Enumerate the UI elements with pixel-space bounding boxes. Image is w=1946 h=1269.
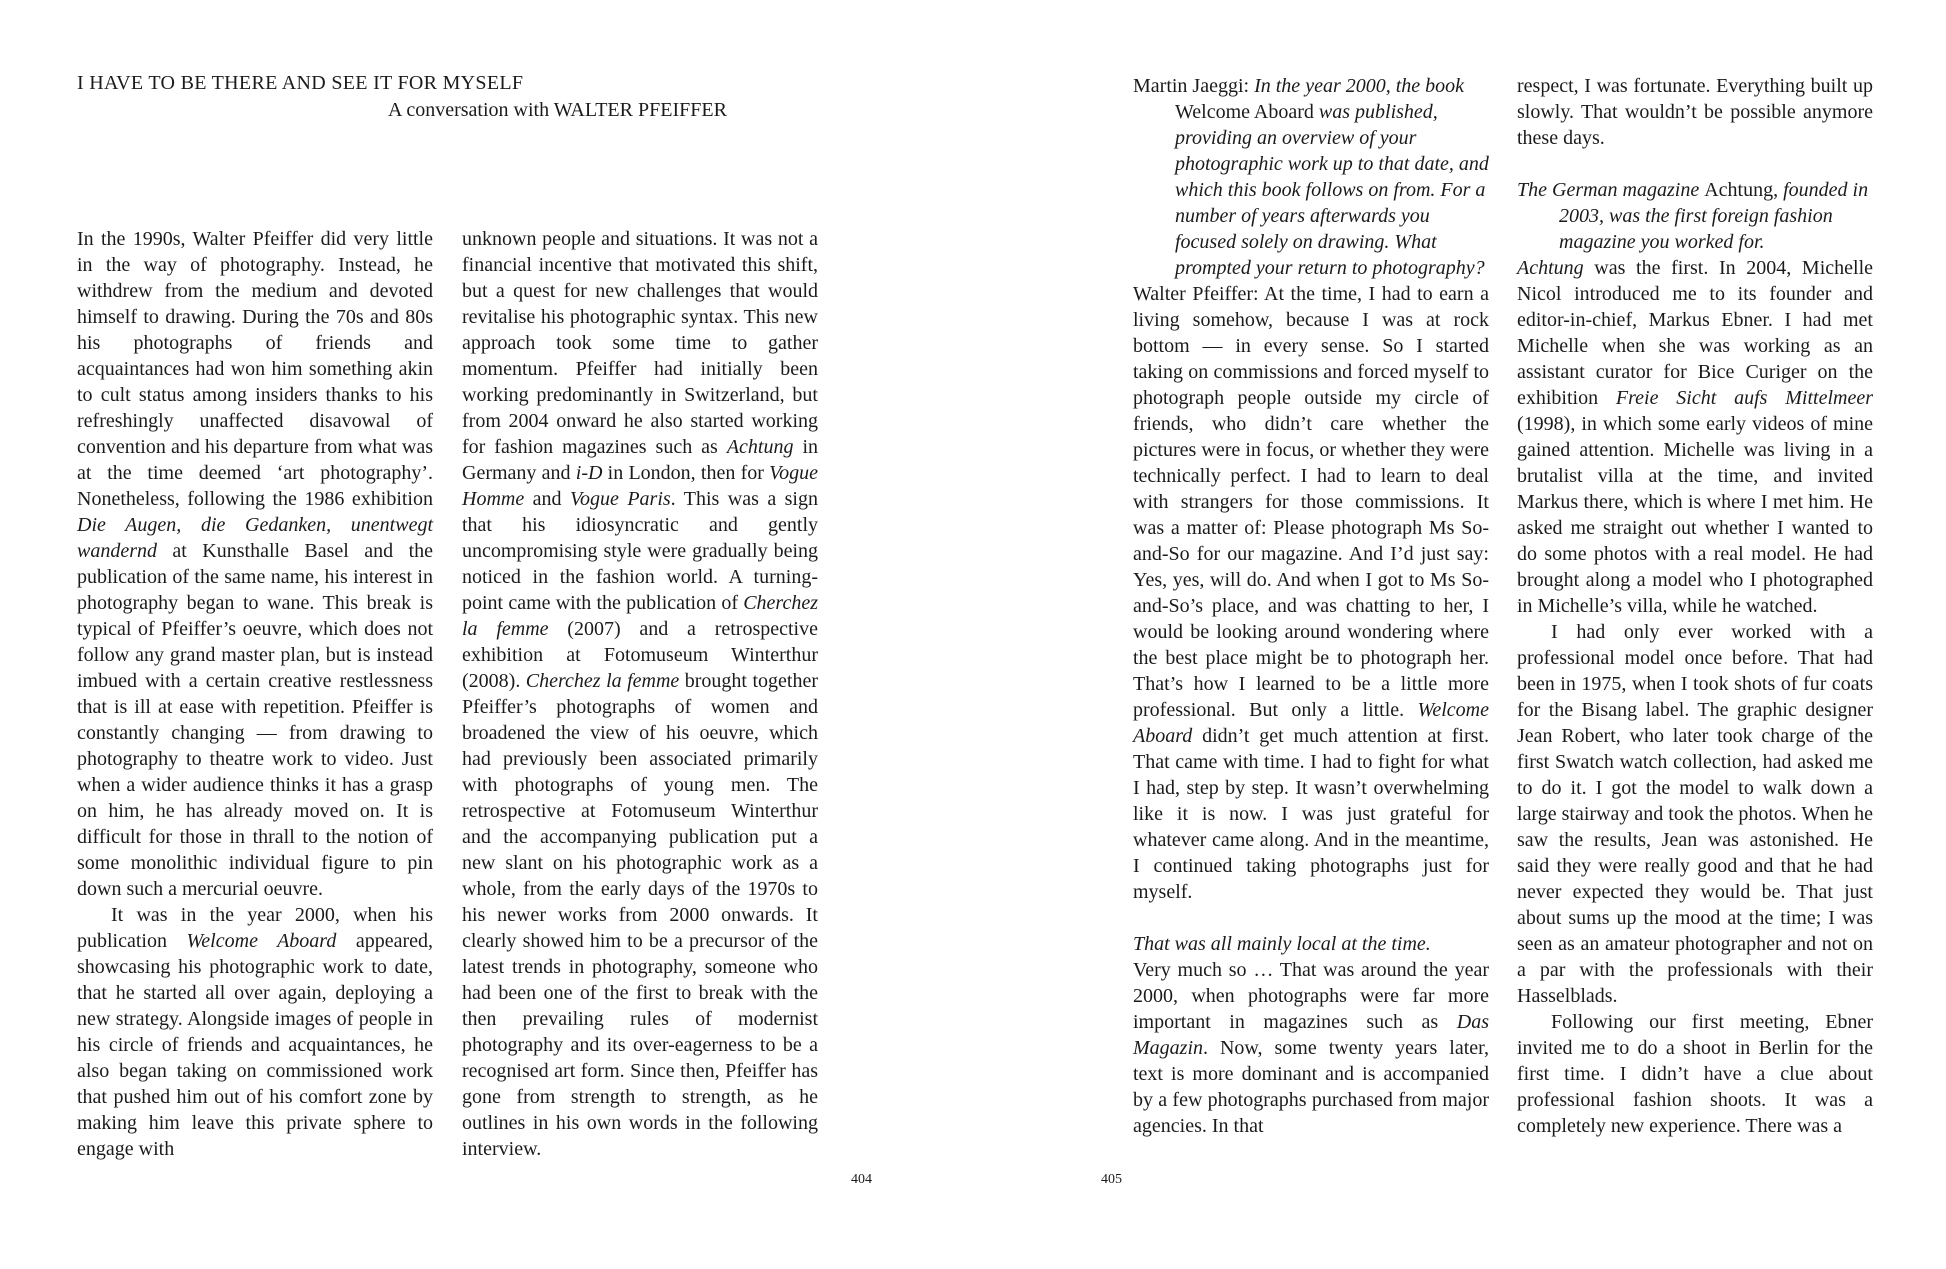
body-paragraph: [1133, 281, 1489, 905]
text-run: was the first. In 2004, Michelle Nicol introduced me to its founder and editor-in-chief, Markus Ebner. I had met Michelle when she was working as an assistant curator for Bice Curiger on the exhibition: [1517, 257, 1873, 409]
text-column-interview-right: [1517, 73, 1873, 1139]
body-paragraph: [77, 902, 433, 1162]
text-run: It was in the year 2000, when his publication: [77, 904, 433, 952]
text-run: respect, I was fortunate. Everything built up slowly. That wouldn’t be possible anymore these days.: [1517, 75, 1873, 149]
body-paragraph: [462, 226, 818, 1162]
body-paragraph: [1517, 619, 1873, 1009]
italic-text-run: was published, providing an overview of your photographic work up to that date, and which this book follows on from. For a number of years afterwards you focused solely on drawing. What prompted your return to photography?: [1175, 101, 1489, 279]
text-column-intro-right: [462, 226, 818, 1162]
text-run: at Kunsthalle Basel and the publication of the same name, his interest in photography began to wane. This break is typical of Pfeiffer’s oeuvre, which does not follow any grand master plan, but is instead imbued with a certain creative restlessness that is ill at ease with repetition. Pfeiffer is constantly changing — from drawing to photography to theatre work to video. Just when a wider audience thinks it has a grasp on him, he has already moved on. It is difficult for those in thrall to the notion of some monolithic individual figure to pin down such a mercurial oeuvre.: [77, 540, 433, 900]
text-run: (2007) and a retrospective exhibition at Fotomuseum Winterthur (2008).: [462, 618, 818, 692]
body-paragraph: [77, 226, 433, 902]
body-paragraph: [1517, 73, 1873, 151]
interview-question: [1133, 931, 1489, 957]
italic-text-run: Vogue Homme: [462, 462, 819, 510]
italic-text-run: Achtung: [1517, 257, 1584, 279]
text-run: I had only ever worked with a professional model once before. That had been in 1975, when I took shots of fur coats for the Bisang label. The graphic designer Jean Robert, who later took charge of the first Swatch watch collection, had asked me to do it. I got the model to walk down a large stairway and took the photos. When he saw the results, Jean was astonished. He said they were really good and that he had never expected they would be. That just about sums up the mood at the time; I was seen as an amateur photographer and not on a par with the professionals with their Hasselblads.: [1517, 621, 1873, 1007]
text-run: . This was a sign that his idiosyncratic and gently uncompromising style were gradually being noticed in the fashion world. A turning-point came with the publication of: [462, 488, 818, 614]
text-run: . Now, some twenty years later, text is more dominant and is accompanied by a few photographs purchased from major agencies. In that: [1133, 1037, 1489, 1137]
text-run: and: [524, 488, 570, 510]
text-run: Walter Pfeiffer: At the time, I had to earn a living somehow, because I was at rock bottom — in every sense. So I started taking on commissions and forced myself to photograph people outside my circle of friends, who didn’t care whether the pictures were in focus, or whether they were technically perfect. I had to learn to deal with strangers for those commissions. It was a matter of: Please photograph Ms So-and-So for our magazine. And I’d just say: Yes, yes, will do. And when I got to Ms So-and-So’s place, and was chatting to her, I would be looking around wondering where the best place might be to photograph her. That’s how I learned to be a little more professional. But only a little.: [1133, 283, 1489, 721]
text-run: (1998), in which some early videos of mine gained attention. Michelle was living in a brutalist villa at the time, and invited Markus there, which is where I met him. He asked me straight out whether I wanted to do some photos with a real model. He had brought along a model who I photographed in Michelle’s villa, while he watched.: [1517, 413, 1873, 617]
italic-text-run: founded in 2003, was the first foreign fashion magazine you worked for.: [1559, 179, 1869, 253]
text-run: unknown people and situations. It was not a financial incentive that motivated this shift, but a quest for new challenges that would revitalise his photographic syntax. This new approach took some time to gather momentum. Pfeiffer had initially been working predominantly in Switzerland, but from 2004 onward he also started working for fashion magazines such as: [462, 228, 818, 458]
italic-text-run: Cherchez la femme: [525, 670, 680, 692]
interview-question: [1517, 177, 1873, 255]
italic-text-run: Die Augen, die Gedanken, unentwegt wandernd: [77, 514, 433, 562]
text-column-intro-left: [77, 226, 433, 1162]
italic-text-run: Cherchez la femme: [462, 592, 818, 640]
body-paragraph: [1133, 957, 1489, 1139]
page-number-right: 405: [1101, 1172, 1122, 1187]
text-run: in London, then for: [602, 462, 770, 484]
italic-text-run: The German magazine: [1517, 179, 1705, 201]
text-run: In the 1990s, Walter Pfeiffer did very little in the way of photography. Instead, he withdrew from the medium and devoted himself to drawing. During the 70s and 80s his photographs of friends and acquaintances had won him something akin to cult status among insiders thanks to his refreshingly unaffected disavowal of convention and his departure from what was at the time deemed ‘art photography’. Nonetheless, following the 1986 exhibition: [77, 228, 433, 510]
text-run: Welcome Aboard: [1175, 101, 1319, 123]
italic-text-run: i-D: [575, 462, 603, 484]
text-run: Following our first meeting, Ebner invited me to do a shoot in Berlin for the first time. I didn’t have a clue about professional fashion shoots. It was a completely new experience. There was a: [1517, 1011, 1873, 1137]
text-run: appeared, showcasing his photographic work to date, that he started all over again, deploying a new strategy. Alongside images of people in his circle of friends and acquaintances, he also began taking on commissioned work that pushed him out of his comfort zone by making him leave this private sphere to engage with: [77, 930, 434, 1160]
body-paragraph: [1517, 1009, 1873, 1139]
italic-text-run: Welcome Aboard: [1133, 699, 1489, 747]
interview-question: [1133, 73, 1489, 281]
italic-text-run: Welcome Aboard: [186, 930, 337, 952]
article-title: I HAVE TO BE THERE AND SEE IT FOR MYSELF: [77, 72, 524, 94]
italic-text-run: Vogue Paris: [570, 488, 671, 510]
text-run: Martin Jaeggi:: [1133, 75, 1255, 97]
body-paragraph: [1517, 255, 1873, 619]
text-run: brought together Pfeiffer’s photographs of women and broadened the view of his oeuvre, which had previously been associated primarily with photographs of young men. The retrospective at Fotomuseum Winterthur and the accompanying publication put a new slant on his photographic work as a whole, from the early days of the 1970s to his newer works from 2000 onwards. It clearly showed him to be a precursor of the latest trends in photography, someone who had been one of the first to break with the then prevailing rules of modernist photography and its over-eagerness to be a recognised art form. Since then, Pfeiffer has gone from strength to strength, as he outlines in his own words in the following interview.: [462, 670, 818, 1160]
text-run: in Germany and: [462, 436, 819, 484]
italic-text-run: Das Magazin: [1133, 1011, 1489, 1059]
italic-text-run: Achtung: [726, 436, 794, 458]
italic-text-run: That was all mainly local at the time.: [1133, 933, 1431, 955]
article-subtitle: A conversation with WALTER PFEIFFER: [388, 99, 727, 121]
italic-text-run: Freie Sicht aufs Mittelmeer: [1615, 387, 1873, 409]
text-run: Very much so … That was around the year 2000, when photographs were far more important in magazines such as: [1133, 959, 1489, 1033]
page-number-left: 404: [851, 1172, 872, 1187]
text-run: didn’t get much attention at first. That came with time. I had to fight for what I had, step by step. It wasn’t overwhelming like it is now. I was just grateful for whatever came along. And in the meantime, I continued taking photographs just for myself.: [1133, 725, 1489, 903]
text-run: Achtung,: [1704, 179, 1779, 201]
text-column-interview-left: [1133, 73, 1489, 1139]
italic-text-run: In the year 2000, the book: [1254, 75, 1465, 97]
